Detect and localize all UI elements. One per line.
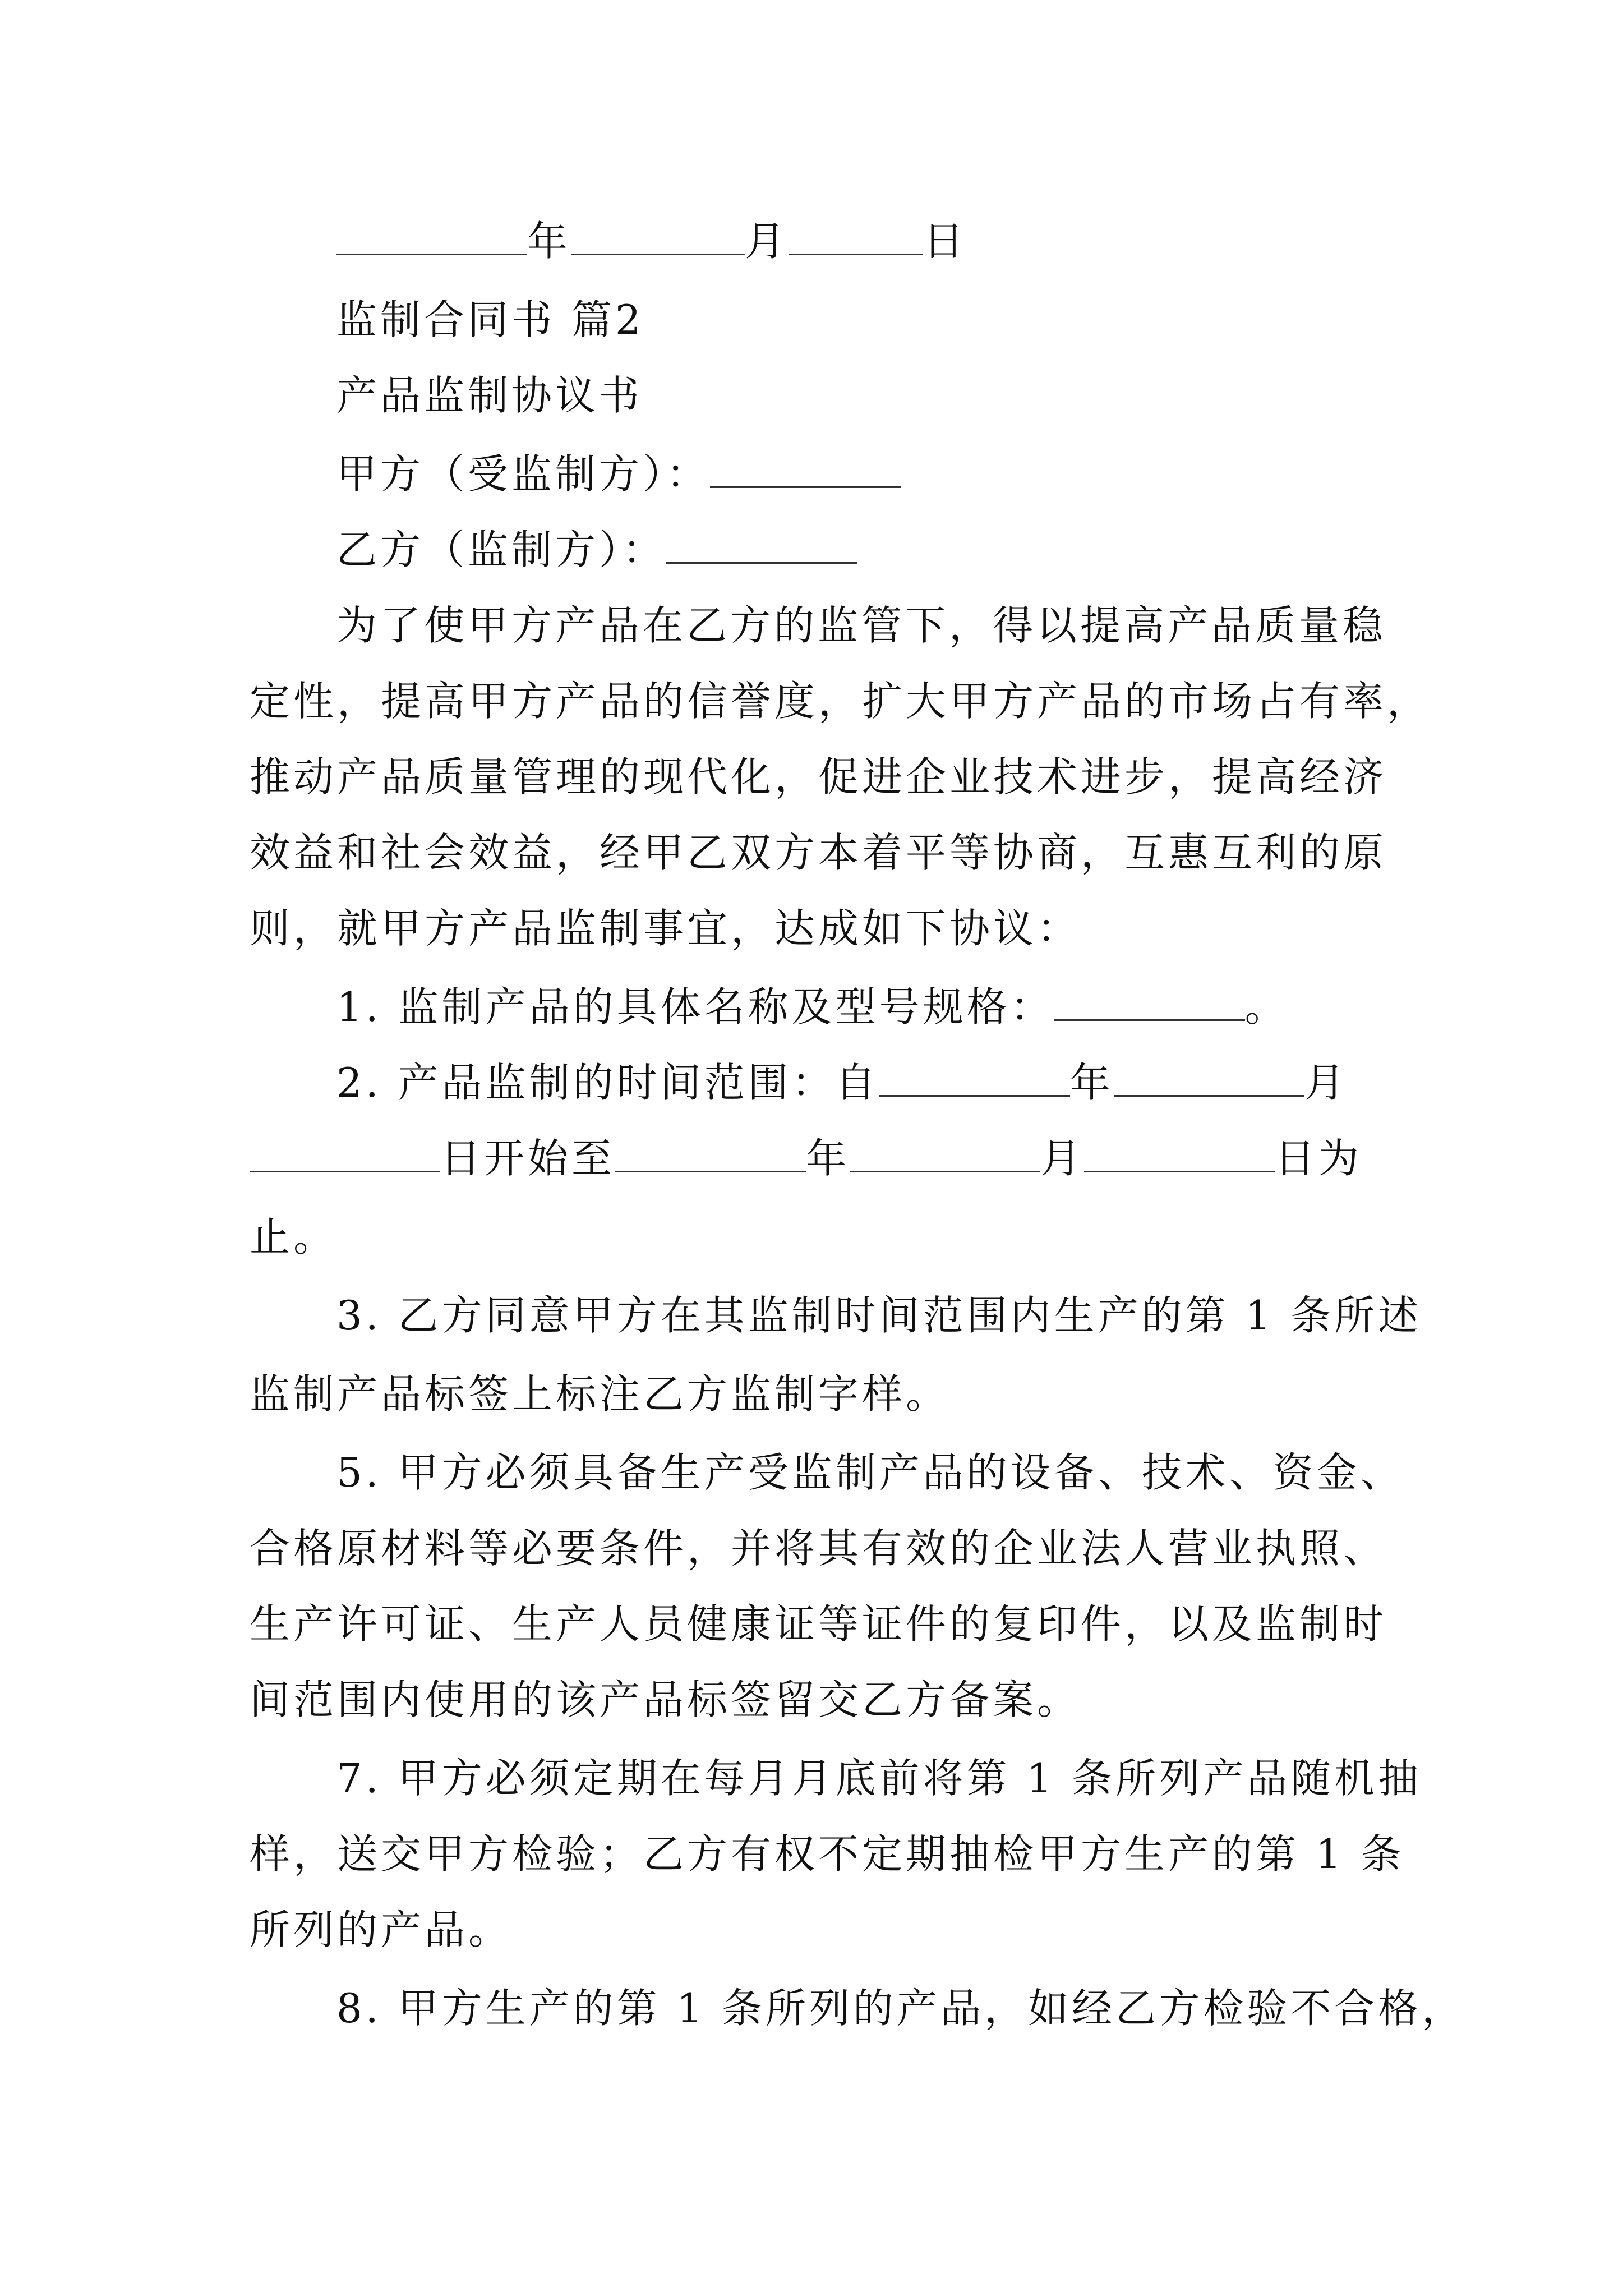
intro-line: 定性，提高甲方产品的信誉度，扩大甲方产品的市场占有率， bbox=[250, 678, 1431, 725]
date-line bbox=[336, 216, 967, 266]
end-year-blank[interactable] bbox=[615, 1136, 806, 1172]
item-2-line-3: 止。 bbox=[250, 1213, 338, 1260]
intro-line: 效益和社会效益，经甲乙双方本着平等协商，互惠互利的原 bbox=[250, 829, 1387, 876]
item-1-text: 1. 监制产品的具体名称及型号规格： bbox=[336, 983, 1054, 1030]
party-b-line bbox=[336, 524, 857, 575]
year-label: 年 bbox=[806, 1135, 850, 1182]
month-label: 月 bbox=[745, 218, 789, 265]
document-title: 产品监制协议书 bbox=[336, 372, 643, 419]
item-2-line-1 bbox=[336, 1057, 1348, 1108]
item-2-start: 2. 产品监制的时间范围：自 bbox=[336, 1059, 879, 1106]
item-2-line-2 bbox=[250, 1133, 1362, 1184]
intro-line: 推动产品质量管理的现代化，促进企业技术进步，提高经济 bbox=[250, 753, 1387, 800]
month-label: 月 bbox=[1040, 1135, 1085, 1182]
party-b-blank[interactable] bbox=[666, 527, 857, 564]
start-day-blank[interactable] bbox=[250, 1136, 440, 1172]
party-b-label: 乙方（监制方）： bbox=[336, 526, 667, 573]
day-end-label: 日为 bbox=[1275, 1135, 1363, 1182]
party-a-label: 甲方（受监制方）： bbox=[336, 450, 711, 498]
end-day-blank[interactable] bbox=[1084, 1136, 1275, 1172]
year-label: 年 bbox=[1069, 1059, 1114, 1106]
party-a-blank[interactable] bbox=[710, 452, 901, 488]
end-month-blank[interactable] bbox=[850, 1136, 1040, 1172]
blank-field[interactable] bbox=[789, 219, 923, 255]
item-5-line: 5. 甲方必须具备生产受监制产品的设备、技术、资金、 bbox=[336, 1449, 1404, 1496]
item-5-line: 间范围内使用的该产品标签留交乙方备案。 bbox=[250, 1676, 1081, 1723]
item-7-line: 所列的产品。 bbox=[250, 1906, 513, 1953]
item-7-line: 7. 甲方必须定期在每月月底前将第 1 条所列产品随机抽 bbox=[336, 1755, 1422, 1802]
blank-field[interactable] bbox=[336, 219, 527, 255]
day-start-label: 日开始至 bbox=[440, 1135, 616, 1182]
blank-field[interactable] bbox=[571, 219, 745, 255]
item-3-line: 监制产品标签上标注乙方监制字样。 bbox=[250, 1370, 950, 1418]
product-name-blank[interactable] bbox=[1054, 984, 1245, 1021]
item-3-line: 3. 乙方同意甲方在其监制时间范围内生产的第 1 条所述 bbox=[336, 1292, 1422, 1339]
item-8-line: 8. 甲方生产的第 1 条所列的产品，如经乙方检验不合格， bbox=[336, 1985, 1466, 2032]
item-5-line: 生产许可证、生产人员健康证等证件的复印件，以及监制时 bbox=[250, 1600, 1387, 1648]
party-a-line bbox=[336, 449, 901, 499]
item-1-end: 。 bbox=[1244, 983, 1289, 1030]
month-label: 月 bbox=[1304, 1059, 1348, 1106]
intro-line: 则，就甲方产品监制事宜，达成如下协议： bbox=[250, 905, 1081, 952]
year-label: 年 bbox=[527, 218, 571, 265]
start-year-blank[interactable] bbox=[879, 1060, 1070, 1097]
start-month-blank[interactable] bbox=[1114, 1060, 1304, 1097]
section-heading: 监制合同书 篇2 bbox=[336, 296, 644, 343]
item-7-line: 样，送交甲方检验；乙方有权不定期抽检甲方生产的第 1 条 bbox=[250, 1830, 1405, 1878]
item-1 bbox=[336, 982, 1289, 1032]
day-label: 日 bbox=[923, 218, 967, 265]
intro-line: 为了使甲方产品在乙方的监管下，得以提高产品质量稳 bbox=[336, 602, 1387, 649]
item-5-line: 合格原材料等必要条件，并将其有效的企业法人营业执照、 bbox=[250, 1525, 1387, 1572]
